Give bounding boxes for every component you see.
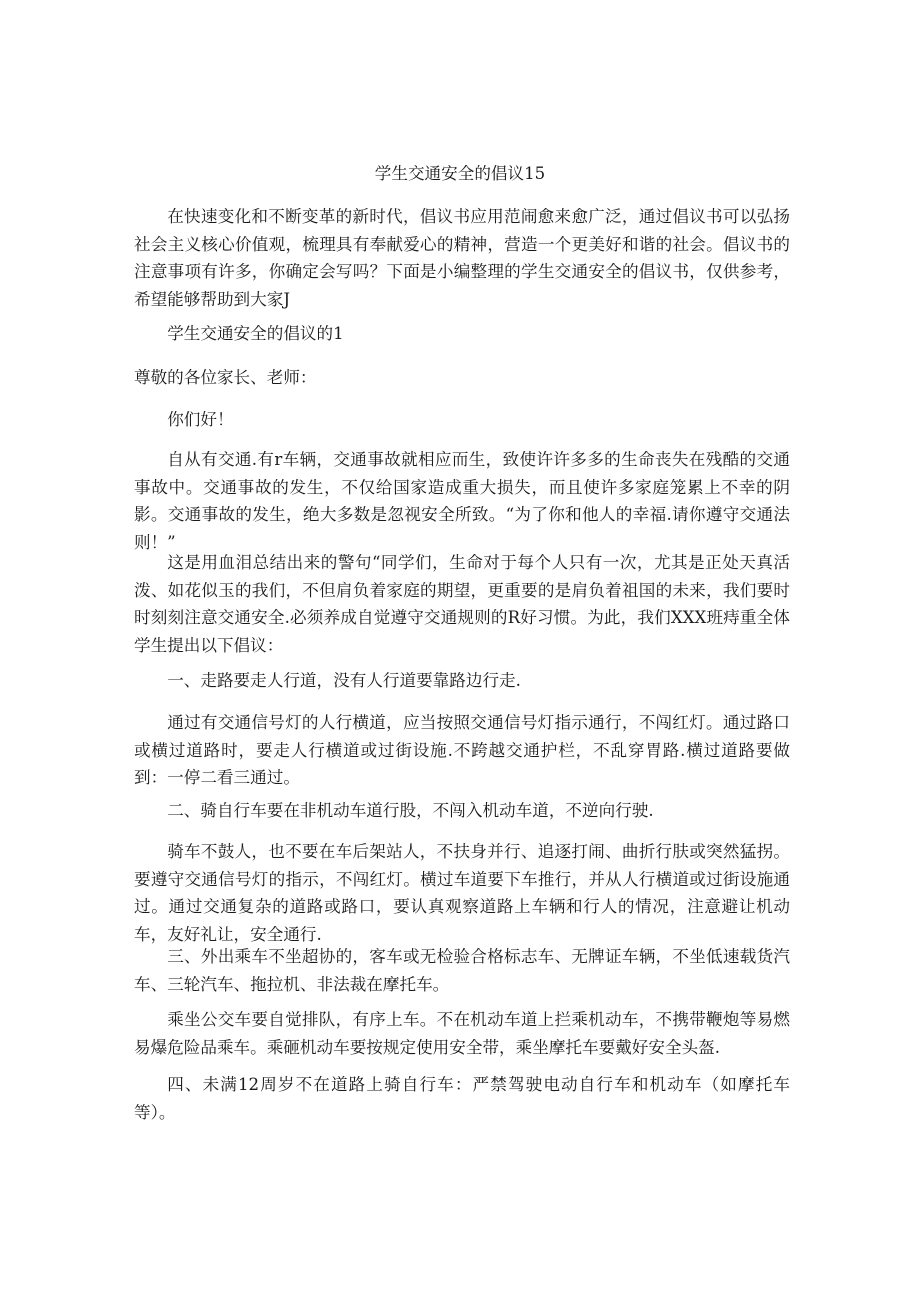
salutation: 尊敬的各位家长、老师： (134, 368, 317, 387)
body-paragraph: 乘坐公交车要自觉排队，有序上车。不在机动车道上拦乘机动车，不携带鞭炮等易燃易爆危险品乘车。乘砸机动车要按规定使用安全带，乘坐摩托车要戴好安全头盔. (134, 1010, 790, 1057)
body-paragraph: 自从有交通.有r车辆，交通事故就相应而生，致使许许多多的生命丧失在残酷的交通事故中。交通事故的发生，不仅给国家造成重大损失，而且使许多家庭笼累上不幸的阴影。交通事故的发生，绝大多数是忽视安全所致。“为了你和他人的幸福.请你遵守交通法则！” (134, 450, 790, 552)
body-paragraph: 通过有交通信号灯的人行横道，应当按照交通信号灯指示通行，不闯红灯。通过路口或横过道路时，要走人行横道或过街设施.不跨越交通护栏，不乱穿胃路.横过道路要做到：一停二看三通过。 (134, 713, 790, 787)
section-heading: 学生交通安全的倡议的1 (167, 324, 344, 343)
proposal-heading: 二、骑自行车要在非机动车道行股，不闯入机动车道，不逆向行驶. (167, 801, 654, 820)
body-paragraph: 骑车不鼓人，也不要在车后架站人，不扶身并行、追逐打闹、曲折行肤或突然猛拐。要遵守交通信号灯的指示，不闯红灯。横过车道要下车推行，并从人行横道或过街设施通过。通过交通复杂的道路或路口，要认真观察道路上车辆和行人的情况，注意避让机动车，友好礼让，安全通行. (134, 842, 790, 944)
document-title: 学生交通安全的倡议15 (374, 164, 546, 183)
body-paragraph: 这是用血泪总结出来的警句“同学们，生命对于每个人只有一次，尤其是正处天真活泼、如花似玉的我们，不但肩负着家庭的期望，更重要的是肩负着祖国的未来，我们要时时刻刻注意交通安全.必须养成自觉遵守交通规则的R好习惯。为此，我们XXX班痔重全体学生提出以下倡议： (134, 553, 790, 655)
proposal-heading: 三、外出乘车不坐超协的，客车或无检验合格标志车、无牌证车辆，不坐低速载货汽车、三轮汽车、拖拉机、非法裁在摩托车。 (134, 947, 790, 994)
intro-paragraph: 在快速变化和不断变革的新时代，倡议书应用范闹愈来愈广泛，通过倡议书可以弘扬社会主义核心价值观，梳理具有奉献爱心的精神，营造一个更美好和谐的社会。倡议书的注意事项有许多，你确定会写吗？下面是小编整理的学生交通安全的倡议书，仅供参考，希望能够帮助到大家J (134, 207, 790, 309)
proposal-heading: 一、走路要走人行道，没有人行道要靠路边行走. (167, 671, 521, 690)
greeting: 你们好！ (167, 410, 234, 429)
proposal-heading: 四、未满12周岁不在道路上骑自行车：严禁驾驶电动自行车和机动车（如摩托车等）。 (134, 1075, 790, 1122)
